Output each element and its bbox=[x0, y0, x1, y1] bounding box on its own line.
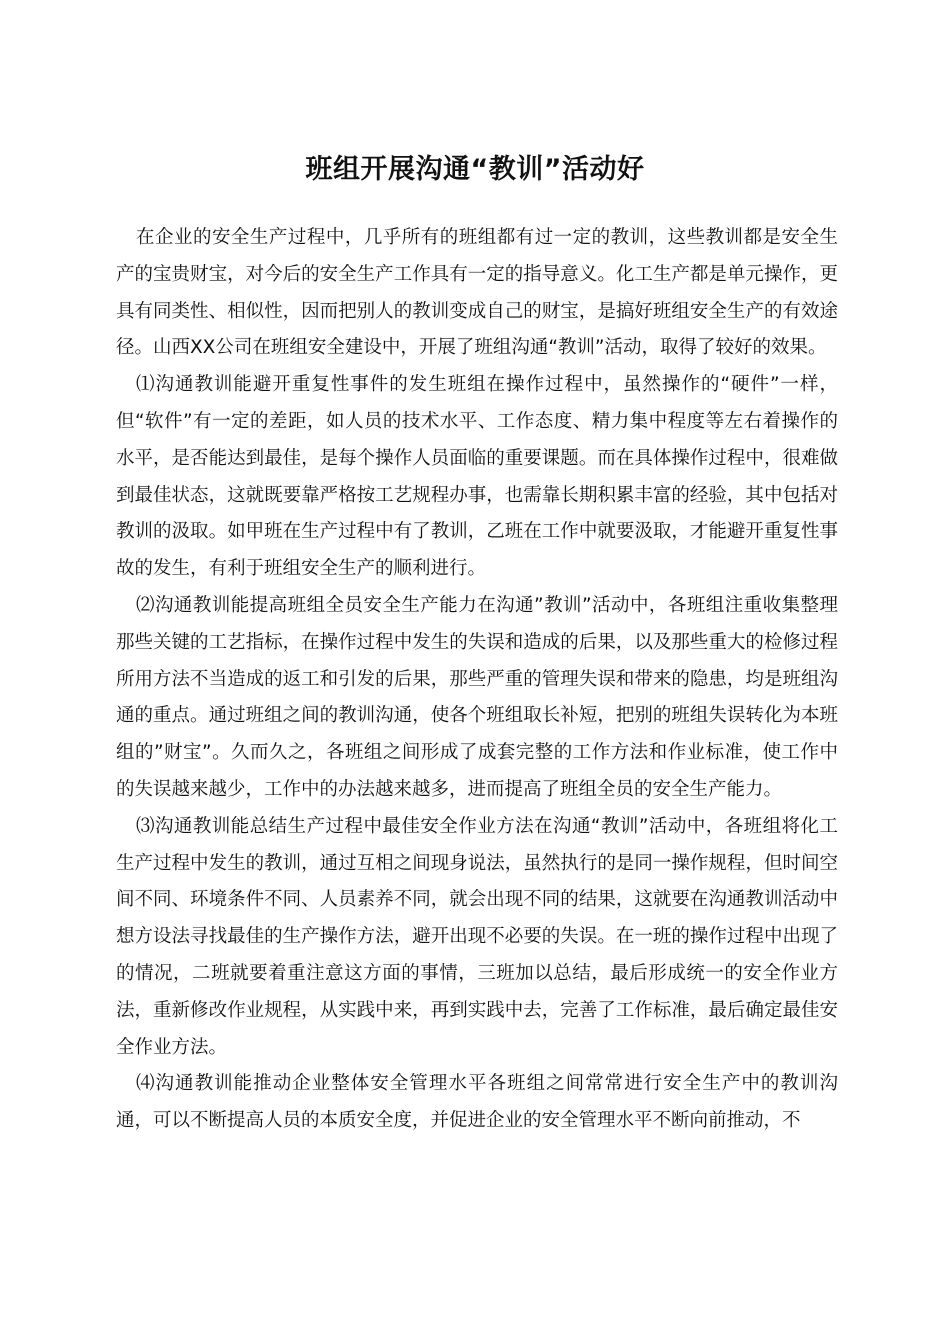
document-title: 班组开展沟通“教训”活动好 bbox=[305, 154, 645, 186]
intro-paragraph: 在企业的安全生产过程中，几乎所有的班组都有过一定的教训，这些教训都是安全生产的宝贵财宝，对今后的安全生产工作具有一定的指导意义。化工生产都是单元操作，更具有同类性、相似性，因而把别人的教训变成自己的财宝，是搞好班组安全生产的有效途径。山西XX公司在班组安全建设中，开展了班组沟通“教训”活动，取得了较好的效果。 bbox=[116, 227, 838, 359]
document-body bbox=[116, 220, 838, 1140]
section-1-paragraph: ⑴沟通教训能避开重复性事件的发生班组在操作过程中，虽然操作的“硬件”一样，但“软件”有一定的差距，如人员的技术水平、工作态度、精力集中程度等左右着操作的水平，是否能达到最佳，是每个操作人员面临的重要课题。而在具体操作过程中，很难做到最佳状态，这就既要靠严格按工艺规程办事，也需靠长期积累丰富的经验，其中包括对教训的汲取。如甲班在生产过程中有了教训，乙班在工作中就要汲取，才能避开重复性事故的发生，有利于班组安全生产的顺利进行。 bbox=[116, 374, 838, 580]
section-3-paragraph: ⑶沟通教训能总结生产过程中最佳安全作业方法在沟通“教训”活动中，各班组将化工生产过程中发生的教训，通过互相之间现身说法，虽然执行的是同一操作规程，但时间空间不同、环境条件不同、人员素养不同，就会出现不同的结果，这就要在沟通教训活动中想方设法寻找最佳的生产操作方法，避开出现不必要的失误。在一班的操作过程中出现了的情况，二班就要着重注意这方面的事情，三班加以总结，最后形成统一的安全作业方法，重新修改作业规程，从实践中来，再到实践中去，完善了工作标准，最后确定最佳安全作业方法。 bbox=[116, 815, 838, 1058]
section-4-paragraph: ⑷沟通教训能推动企业整体安全管理水平各班组之间常常进行安全生产中的教训沟通，可以不断提高人员的本质安全度，并促进企业的安全管理水平不断向前推动，不 bbox=[116, 1073, 838, 1132]
section-2-paragraph: ⑵沟通教训能提高班组全员安全生产能力在沟通”教训”活动中，各班组注重收集整理那些关键的工艺指标，在操作过程中发生的失误和造成的后果，以及那些重大的检修过程所用方法不当造成的返工和引发的后果，那些严重的管理失误和带来的隐患，均是班组沟通的重点。通过班组之间的教训沟通，使各个班组取长补短，把别的班组失误转化为本班组的”财宝”。久而久之，各班组之间形成了成套完整的工作方法和作业标准，使工作中的失误越来越少，工作中的办法越来越多，进而提高了班组全员的安全生产能力。 bbox=[116, 594, 838, 800]
